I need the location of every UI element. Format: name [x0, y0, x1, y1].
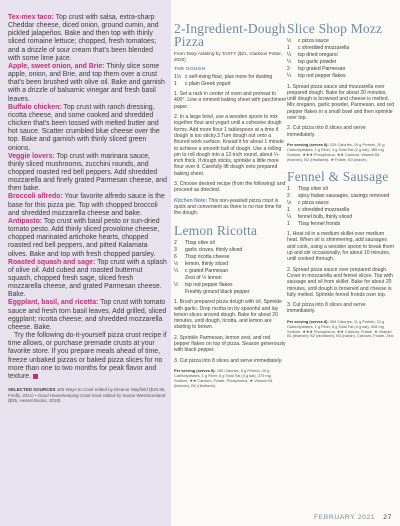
ingredient-row [287, 52, 395, 58]
ingredient-row [287, 73, 395, 79]
nutrition-text: 185 Calories, 8 g Protein, 20 g Carbohydrates, 1 g Fiber, 8 g Total Fat (3 g sat), 370 mg Sodium, ★★ Calcium, Folate, Phosphorus, ★ Vitamin B1 (thiamin), B2 (riboflavin). [174, 367, 273, 388]
ingredient-row [287, 221, 395, 227]
recipe-step: 2. In a large bowl, use a wooden spoon to mix together flour and yogurt until a cohesive dough forms. Add more flour 1 tablespoon at a time if dough is too sticky.3 Turn dough out onto a floured work surface. Knead it for about 1 minute to achieve a smooth ball of dough. Use a rolling pin to roll dough into a 12-inch round, about ¼-inch thick. If dough sticks, sprinkle a little more flour over it. Carefully lift dough onto prepared baking sheet. [174, 114, 284, 177]
ingredient-qty: 1 [287, 185, 290, 192]
ingredient-qty: ¼ [287, 59, 292, 66]
source-text-2: edited by Susan Westmoreland ($35, Hearst Books, 2018) [8, 392, 166, 404]
sausage-steps [287, 231, 395, 315]
end-mark-square-icon [33, 374, 38, 379]
ingredient-row [174, 268, 286, 274]
pizza-idea-text: Top crust with tomato sauce and fresh torn basil leaves. Add grilled, sliced eggplant; ricotta cheese; and shredded mozzarella cheese. Bake. [8, 299, 167, 331]
ingredient-name: c shredded mozzarella [298, 45, 350, 52]
mozz-steps [287, 84, 395, 138]
ingredient-qty: 1½ [174, 74, 182, 80]
pizza-idea-item [8, 193, 167, 217]
ingredient-qty: ¼ [287, 73, 292, 80]
ingredient-qty: 6 [174, 253, 177, 260]
pizza-idea-item [8, 14, 167, 63]
ingredient-row [287, 193, 395, 199]
recipe-step: 3. Choose desired recipe (from the following) and proceed as directed. [174, 181, 286, 194]
ricotta-nutrition [174, 369, 286, 389]
mozz-ingredients [287, 38, 395, 80]
ingredient-qty: 1 [287, 45, 290, 52]
ingredient-name: garlic cloves, thinly sliced [185, 246, 243, 253]
source-book: Tasty Adulting [186, 51, 215, 56]
ingredient-qty: ½ [174, 282, 179, 289]
ingredient-name: Tbsp olive oil [185, 239, 215, 246]
ingredient-qty: ½ [287, 199, 292, 206]
sausage-ingredients [287, 186, 395, 228]
dough-source [174, 51, 286, 62]
ingredient-name: tsp red pepper flakes [185, 282, 233, 289]
ingredient-qty: 2 [287, 66, 290, 73]
ingredient-name: Freshly ground black pepper [185, 289, 250, 296]
ingredient-qty: ¼ [287, 213, 292, 220]
ingredient-name: c plain Greek yogurt [185, 81, 231, 88]
recipe-step: 1. Heat oil in a medium skillet over medium heat. When oil is shimmering, add sausages and cook, using a wooden spoon to break them up and stir occasionally, for about 10 minutes, until cooked through. [287, 231, 395, 263]
ricotta-ingredients [174, 240, 286, 296]
pizza-idea-text: Top crust with basil pesto or sun-dried tomato pesto. Add thinly sliced provolone cheese, chopped marinated artichoke hearts, chopped roasted red bell peppers, and pitted Kalamata olives. Bake and top with fresh chopped parsley. [8, 217, 160, 258]
pizza-idea-item [8, 259, 167, 300]
pizza-idea-heading: Eggplant, basil, and ricotta: [8, 299, 99, 307]
pizza-idea-text: Top crust with a splash of olive oil. Add cubed and roasted butternut squash, chopped fresh sage, sliced fresh mozzarella cheese, and grated Parmesan cheese. Bake. [8, 258, 167, 299]
source-details: by TASTY ($21, Clarkson Potter, 2020) [174, 51, 282, 62]
ingredient-row [174, 261, 286, 267]
recipe-step: 3. Cut pizza into 8 slices and serve immediately. [287, 302, 366, 315]
ingredient-qty [174, 275, 185, 281]
issue-month: FEBRUARY 2021 [313, 514, 376, 521]
pizza-idea-heading: Roasted squash and sage: [8, 258, 96, 266]
ingredient-name: Zest of ½ lemon [185, 275, 222, 281]
ingredient-qty: 2 [287, 192, 290, 199]
pizza-idea-item [8, 104, 167, 153]
dough-steps [174, 91, 286, 193]
ricotta-title: Lemon Ricotta [174, 222, 258, 238]
pizza-idea-text: Thinly slice some apple, onion, and Brie, and top them over a crust that's been brushed with olive oil. Bake and garnish with a drizzle of balsamic vinegar and fresh basil leaves. [8, 62, 165, 103]
pizza-idea-item [8, 218, 167, 259]
ingredient-qty: ¼ [174, 267, 179, 274]
ingredient-qty: 2 [174, 239, 177, 246]
ingredient-qty [174, 289, 185, 295]
page-footer [314, 514, 392, 521]
ingredient-qty: ½ [287, 38, 292, 44]
pizza-idea-text: Your favorite alfredo sauce is the base for this pizza pie. Top with chopped broccoli and shredded mozzarella cheese and bake. [8, 193, 165, 217]
dough-ingredients [174, 74, 286, 87]
ingredient-name: fennel bulb, thinly sliced [298, 213, 353, 220]
ingredient-row [287, 207, 395, 213]
kitchen-note-text: This non-yeasted pizza crust is quick and convenient as there is no rise time for the dough. [174, 197, 282, 217]
ingredient-name: Tbsp olive oil [298, 185, 328, 192]
recipe-step: 2. Spread pizza sauce over prepared dough. Cover in mozzarella and fennel slices. Top with sausage and oil from skillet. Bake for about 20 minutes, until dough is browned and cheese is fully melted. Sprinkle fennel fronds over top. [287, 266, 393, 298]
column-dough-ricotta [174, 0, 286, 526]
kitchen-note-label: Kitchen Note: [174, 197, 208, 204]
ingredient-row [174, 254, 286, 260]
ingredient-row [174, 74, 286, 80]
crust-tip: Try the following do-it-yourself pizza crust recipe if time allows, or purchase premade crusts at your favorite store. If you prepare meals ahead of time, freeze unbaked pizzas or baked pizza slices for no more than one to two months for peak flavor and texture. [8, 332, 167, 380]
recipe-step: 3. Cut pizza into 8 slices and serve immediately. [174, 357, 283, 364]
ingredient-row [287, 59, 395, 65]
sidebar-pizza-ideas [0, 0, 171, 526]
recipe-step: 1. Spread pizza sauce and mozzarella over prepared dough. Bake for about 20 minutes, until dough is browned and cheese is melted. Mix oregano, garlic powder, Parmesan, and red pepper flakes in a small bowl and then sprinkle over top. [287, 83, 395, 122]
ingredient-name: lemon, thinly sliced [185, 260, 229, 267]
ingredient-name: c shredded mozzarella [298, 206, 350, 213]
sausage-title: Fennel & Sausage [287, 168, 389, 184]
pizza-idea-item [8, 63, 167, 104]
dough-subhead: THE DOUGH [174, 67, 206, 72]
pizza-idea-text: Top crust with salsa, extra-sharp Cheddar cheese, diced onion, ground cumin, and pickled jalapeños. Bake and then top with thinly sliced romaine lettuce; chopped, fresh tomatoes; and a drizzle of sour cream that's been blended with some lime juice. [8, 14, 159, 62]
ingredient-name: c pizza sauce [298, 38, 329, 44]
ingredient-name: spicy Italian sausages, casings removed [298, 192, 390, 199]
ingredient-row [174, 289, 286, 295]
ingredient-name: Tbsp fennel fronds [298, 221, 341, 228]
selected-sources-label: SELECTED SOURCES [8, 387, 57, 393]
ingredient-qty: ¼ [287, 52, 292, 59]
ingredient-row [287, 214, 395, 220]
recipe-step: 1. Set a rack in center of oven and preheat to 400°. Line a rimmed baking sheet with parchment paper. [174, 91, 286, 110]
recipe-step: 2. Cut pizza into 8 slices and serve immediately. [287, 125, 366, 138]
nutrition-label: Per serving (serves 8): [174, 367, 216, 373]
nutrition-text: 304 Calories, 11 g Protein, 21 g Carbohydrates, 1 g Fiber, 8 g Total Fat (4 g sat), 528 mg Sodium, ★★★ Phosphorus, ★★ Calcium, Folate, ★ Vitamin B1 (thiamin), B2 (riboflavin), B3 (niacin), Calcium, Folate, Zinc. [287, 318, 395, 339]
column-mozz-sausage [287, 0, 395, 526]
ingredient-name: tsp dried oregano [298, 52, 338, 59]
ricotta-steps [174, 299, 286, 364]
ingredient-qty: ½ [174, 260, 179, 267]
ingredient-row [287, 186, 395, 192]
ingredient-row [287, 38, 395, 44]
ingredient-row [174, 275, 286, 281]
pizza-idea-item [8, 153, 167, 194]
selected-sources [8, 387, 167, 404]
pizza-idea-item [8, 299, 167, 332]
pizza-ideas-list [8, 14, 167, 332]
pizza-idea-heading: Buffalo chicken: [8, 103, 62, 111]
nutrition-label: Per serving (serves 8): [287, 141, 329, 147]
pizza-idea-heading: Antipasto: [8, 217, 43, 225]
pizza-idea-text: Top crust with ranch dressing, ricotta cheese, and some cooked and shredded chicken that's been tossed with melted butter and hot sauce. Scatter crumbled blue cheese over the top. Bake and garnish with thinly sliced green onions. [8, 103, 160, 152]
ingredient-row [287, 45, 395, 51]
mozz-title: Slice Shop Mozz [287, 21, 383, 36]
page-number: 27 [383, 514, 392, 521]
ingredient-row [174, 282, 286, 288]
ingredient-name: tsp garlic powder [298, 59, 337, 66]
ingredient-name: tsp red pepper flakes [298, 73, 346, 80]
dough-title: 2-Ingredient-Dough Pizza [174, 21, 286, 49]
recipe-step: 1. Brush prepared pizza dough with oil. Sprinkle with garlic. Drop ricotta on by spoonful and lay lemon slices around dough. Bake for about 20 minutes, until dough, ricotta, and lemon are starting to brown. [174, 299, 282, 331]
nutrition-text: 129 Calories, 10 g Protein, 20 g Carbohydrates, 1 g Fiber, 4 g Total Fat (2 g sat), 385 mg Sodium, ★★★ Phosphorus, ★★ Calcium, Vitamin B1 (thiamin), B2 (riboflavin), ★ Folate, B3 (niacin). [287, 141, 385, 162]
ingredient-name: Tbsp ricotta cheese [185, 253, 230, 260]
ingredient-name: c self-rising flour, plus more for dusting [185, 74, 273, 80]
ingredient-qty: 1 [287, 206, 290, 213]
pizza-idea-heading: Tex-mex taco: [8, 14, 54, 21]
ingredient-row [174, 81, 286, 87]
ingredient-qty: 1 [287, 221, 290, 228]
source-text-1: edited by Eleanor Mayfield ($19.95, Firefly, 2011) • [8, 387, 166, 398]
source-title-1: 365 Ways to Cook [56, 387, 94, 393]
ingredient-qty: 3 [174, 246, 177, 253]
ingredient-name: c grated Parmesan [185, 267, 229, 274]
pizza-idea-heading: Apple, sweet onion, and Brie: [8, 62, 105, 70]
source-prefix: From [174, 51, 186, 56]
ingredient-row [174, 247, 286, 253]
ingredient-row [174, 240, 286, 246]
ingredient-name: tsp grated Parmesan [298, 66, 346, 73]
kitchen-note [174, 198, 286, 217]
ingredient-row [287, 66, 395, 72]
ingredient-row [287, 200, 395, 206]
recipe-step: 2. Sprinkle Parmesan, lemon zest, and red pepper flakes on top of pizza. Season generously with black pepper. [174, 334, 286, 354]
ingredient-name: c pizza sauce [298, 199, 329, 206]
mozz-nutrition [287, 143, 395, 163]
pizza-idea-heading: Broccoli alfredo: [8, 193, 63, 201]
nutrition-label: Per serving (serves 8): [287, 318, 329, 324]
source-title-2: Good Housekeeping Cook-book [37, 392, 102, 398]
pizza-idea-heading: Veggie lovers: [8, 152, 55, 160]
pizza-idea-text: Top crust with marinara sauce, thinly sliced mushrooms, zucchini rounds, and chopped roasted red bell peppers. Add shredded mozzarella and finely grated Parmesan cheese, and then bake. [8, 152, 167, 193]
sausage-nutrition [287, 320, 395, 340]
ingredient-qty: 1 [174, 81, 177, 88]
